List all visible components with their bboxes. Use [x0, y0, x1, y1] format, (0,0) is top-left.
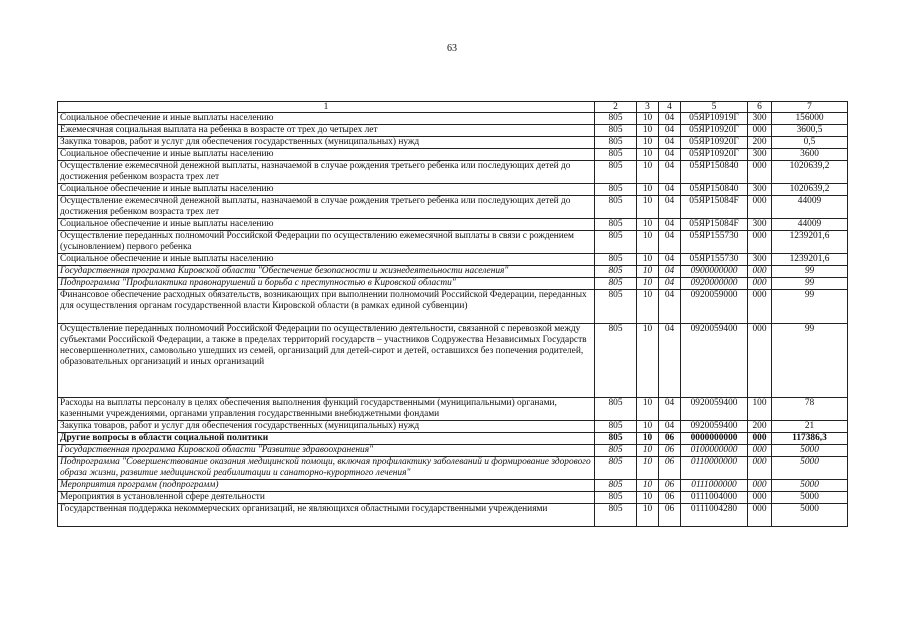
section-code: 10	[637, 457, 659, 480]
table-row	[58, 445, 848, 457]
expense-type: 300	[748, 254, 772, 266]
row-description: Мероприятия в установленной сфере деятельности	[58, 492, 595, 504]
table-row	[58, 278, 848, 290]
amount: 5000	[772, 445, 848, 457]
expense-type: 000	[748, 290, 772, 324]
dept-code: 805	[595, 266, 637, 278]
dept-code: 805	[595, 421, 637, 433]
subsection-code: 06	[659, 457, 681, 480]
target-code: 0100000000	[681, 445, 748, 457]
amount: 99	[772, 266, 848, 278]
amount: 117386,3	[772, 433, 848, 445]
expense-type: 100	[748, 398, 772, 421]
row-description: Подпрограмма "Профилактика правонарушений и борьба с преступностью в Кировской области"	[58, 278, 595, 290]
row-description: Закупка товаров, работ и услуг для обеспечения государственных (муниципальных) нужд	[58, 137, 595, 149]
row-description: Подпрограмма "Совершенствование оказания медицинской помощи, включая профилактику заболеваний и формирование здорового образа жизни, развитие медицинской реабилитации и санаторно-курортного лечения"	[58, 457, 595, 480]
section-code: 10	[637, 290, 659, 324]
amount: 5000	[772, 492, 848, 504]
table-row	[58, 480, 848, 492]
subsection-code: 04	[659, 278, 681, 290]
dept-code: 805	[595, 324, 637, 398]
section-code: 10	[637, 480, 659, 492]
dept-code: 805	[595, 504, 637, 527]
target-code: 0111004000	[681, 492, 748, 504]
row-description: Социальное обеспечение и иные выплаты населению	[58, 184, 595, 196]
row-description: Социальное обеспечение и иные выплаты населению	[58, 113, 595, 125]
section-code: 10	[637, 254, 659, 266]
dept-code: 805	[595, 457, 637, 480]
amount: 5000	[772, 480, 848, 492]
section-code: 10	[637, 504, 659, 527]
header-cell: 4	[659, 102, 681, 113]
dept-code: 805	[595, 445, 637, 457]
table-row	[58, 457, 848, 480]
section-code: 10	[637, 445, 659, 457]
table-row	[58, 231, 848, 254]
row-description: Другие вопросы в области социальной политики	[58, 433, 595, 445]
amount: 44009	[772, 196, 848, 219]
target-code: 05ЯР155730	[681, 231, 748, 254]
table-row	[58, 266, 848, 278]
header-cell: 2	[595, 102, 637, 113]
row-description: Осуществление переданных полномочий Российской Федерации по осуществлению деятельности, связанной с перевозкой между субъектами Российской Федерации, а также в пределах территорий государств – участников Содружества Независимых Государств несовершеннолетних, самовольно ушедших из семей, организаций для детей-сирот и детей, оставшихся без попечения родителей, образовательных организаций и иных организаций	[58, 324, 595, 398]
target-code: 0110000000	[681, 457, 748, 480]
row-description: Государственная программа Кировской области "Развитие здравоохранения"	[58, 445, 595, 457]
section-code: 10	[637, 398, 659, 421]
table-row	[58, 433, 848, 445]
row-description: Осуществление ежемесячной денежной выплаты, назначаемой в случае рождения третьего ребенка или последующих детей до достижения ребенком возраста трех лет	[58, 196, 595, 219]
subsection-code: 04	[659, 324, 681, 398]
target-code: 05ЯР10920Г	[681, 125, 748, 137]
expense-type: 000	[748, 324, 772, 398]
table-row	[58, 161, 848, 184]
table-row	[58, 113, 848, 125]
expense-type: 000	[748, 480, 772, 492]
row-description: Мероприятия программ (подпрограмм)	[58, 480, 595, 492]
expense-type: 000	[748, 445, 772, 457]
row-description: Закупка товаров, работ и услуг для обеспечения государственных (муниципальных) нужд	[58, 421, 595, 433]
dept-code: 805	[595, 219, 637, 231]
header-cell: 1	[58, 102, 595, 113]
amount: 1020639,2	[772, 184, 848, 196]
expense-type: 200	[748, 421, 772, 433]
section-code: 10	[637, 161, 659, 184]
subsection-code: 04	[659, 196, 681, 219]
dept-code: 805	[595, 113, 637, 125]
dept-code: 805	[595, 290, 637, 324]
dept-code: 805	[595, 149, 637, 161]
row-description: Осуществление переданных полномочий Российской Федерации по осуществлению ежемесячной выплаты в связи с рождением (усыновлением) первого ребенка	[58, 231, 595, 254]
dept-code: 805	[595, 231, 637, 254]
subsection-code: 04	[659, 398, 681, 421]
target-code: 0920059400	[681, 398, 748, 421]
row-description: Расходы на выплаты персоналу в целях обеспечения выполнения функций государственными (муниципальными) органами, казенными учреждениями, органами управления государственными внебюджетными фондами	[58, 398, 595, 421]
table-row	[58, 290, 848, 324]
target-code: 05ЯР10919Г	[681, 113, 748, 125]
section-code: 10	[637, 219, 659, 231]
dept-code: 805	[595, 161, 637, 184]
amount: 44009	[772, 219, 848, 231]
subsection-code: 04	[659, 231, 681, 254]
row-description: Социальное обеспечение и иные выплаты населению	[58, 149, 595, 161]
header-cell: 7	[772, 102, 848, 113]
expense-type: 300	[748, 184, 772, 196]
amount: 78	[772, 398, 848, 421]
section-code: 10	[637, 231, 659, 254]
amount: 1239201,6	[772, 231, 848, 254]
dept-code: 805	[595, 398, 637, 421]
target-code: 0920059400	[681, 421, 748, 433]
amount: 3600,5	[772, 125, 848, 137]
budget-table	[57, 101, 848, 527]
section-code: 10	[637, 266, 659, 278]
section-code: 10	[637, 196, 659, 219]
expense-type: 000	[748, 504, 772, 527]
section-code: 10	[637, 421, 659, 433]
subsection-code: 04	[659, 290, 681, 324]
dept-code: 805	[595, 492, 637, 504]
subsection-code: 04	[659, 219, 681, 231]
header-cell: 3	[637, 102, 659, 113]
target-code: 0000000000	[681, 433, 748, 445]
expense-type: 000	[748, 196, 772, 219]
table-row	[58, 398, 848, 421]
expense-type: 000	[748, 433, 772, 445]
amount: 99	[772, 290, 848, 324]
section-code: 10	[637, 433, 659, 445]
table-row	[58, 504, 848, 527]
table-row	[58, 137, 848, 149]
expense-type: 000	[748, 161, 772, 184]
section-code: 10	[637, 125, 659, 137]
dept-code: 805	[595, 184, 637, 196]
amount: 99	[772, 324, 848, 398]
dept-code: 805	[595, 278, 637, 290]
header-cell: 5	[681, 102, 748, 113]
target-code: 0111004280	[681, 504, 748, 527]
section-code: 10	[637, 278, 659, 290]
amount: 21	[772, 421, 848, 433]
table-row	[58, 196, 848, 219]
dept-code: 805	[595, 137, 637, 149]
expense-type: 000	[748, 125, 772, 137]
row-description: Государственная поддержка некоммерческих организаций, не являющихся областными государственными учреждениями	[58, 504, 595, 527]
expense-type: 000	[748, 457, 772, 480]
table-row	[58, 492, 848, 504]
target-code: 0111000000	[681, 480, 748, 492]
expense-type: 300	[748, 113, 772, 125]
row-description: Финансовое обеспечение расходных обязательств, возникающих при выполнении полномочий Российской Федерации, переданных для осуществления органам государственной власти Кировской области (в рамках единой субвенции)	[58, 290, 595, 324]
section-code: 10	[637, 137, 659, 149]
amount: 5000	[772, 504, 848, 527]
row-description: Государственная программа Кировской области "Обеспечение безопасности и жизнедеятельности населения"	[58, 266, 595, 278]
dept-code: 805	[595, 125, 637, 137]
target-code: 05ЯР15084F	[681, 219, 748, 231]
amount: 0,5	[772, 137, 848, 149]
amount: 5000	[772, 457, 848, 480]
row-description: Ежемесячная социальная выплата на ребенка в возрасте от трех до четырех лет	[58, 125, 595, 137]
section-code: 10	[637, 492, 659, 504]
target-code: 05ЯР155730	[681, 254, 748, 266]
subsection-code: 04	[659, 161, 681, 184]
subsection-code: 04	[659, 113, 681, 125]
page-number: 63	[447, 43, 457, 54]
section-code: 10	[637, 113, 659, 125]
subsection-code: 04	[659, 266, 681, 278]
subsection-code: 04	[659, 149, 681, 161]
target-code: 05ЯР15084F	[681, 196, 748, 219]
subsection-code: 04	[659, 125, 681, 137]
subsection-code: 06	[659, 504, 681, 527]
target-code: 05ЯР150840	[681, 161, 748, 184]
expense-type: 300	[748, 149, 772, 161]
expense-type: 000	[748, 266, 772, 278]
table-row	[58, 149, 848, 161]
table-row	[58, 254, 848, 266]
subsection-code: 04	[659, 421, 681, 433]
expense-type: 000	[748, 278, 772, 290]
target-code: 05ЯР150840	[681, 184, 748, 196]
amount: 156000	[772, 113, 848, 125]
subsection-code: 06	[659, 433, 681, 445]
section-code: 10	[637, 324, 659, 398]
amount: 1020639,2	[772, 161, 848, 184]
target-code: 0920059000	[681, 290, 748, 324]
amount: 3600	[772, 149, 848, 161]
row-description: Социальное обеспечение и иные выплаты населению	[58, 254, 595, 266]
expense-type: 000	[748, 492, 772, 504]
row-description: Социальное обеспечение и иные выплаты населению	[58, 219, 595, 231]
expense-type: 000	[748, 231, 772, 254]
section-code: 10	[637, 149, 659, 161]
subsection-code: 04	[659, 254, 681, 266]
dept-code: 805	[595, 480, 637, 492]
amount: 1239201,6	[772, 254, 848, 266]
subsection-code: 04	[659, 184, 681, 196]
target-code: 0920059400	[681, 324, 748, 398]
header-row	[58, 102, 848, 113]
table-row	[58, 125, 848, 137]
section-code: 10	[637, 184, 659, 196]
subsection-code: 04	[659, 137, 681, 149]
row-description: Осуществление ежемесячной денежной выплаты, назначаемой в случае рождения третьего ребенка или последующих детей до достижения ребенком возраста трех лет	[58, 161, 595, 184]
amount: 99	[772, 278, 848, 290]
target-code: 05ЯР10920Г	[681, 137, 748, 149]
table-row	[58, 421, 848, 433]
dept-code: 805	[595, 254, 637, 266]
table-row	[58, 219, 848, 231]
target-code: 0920000000	[681, 278, 748, 290]
subsection-code: 06	[659, 480, 681, 492]
subsection-code: 06	[659, 445, 681, 457]
table-row	[58, 324, 848, 398]
target-code: 05ЯР10920Г	[681, 149, 748, 161]
target-code: 0900000000	[681, 266, 748, 278]
expense-type: 200	[748, 137, 772, 149]
header-cell: 6	[748, 102, 772, 113]
table-row	[58, 184, 848, 196]
expense-type: 300	[748, 219, 772, 231]
dept-code: 805	[595, 433, 637, 445]
subsection-code: 06	[659, 492, 681, 504]
dept-code: 805	[595, 196, 637, 219]
